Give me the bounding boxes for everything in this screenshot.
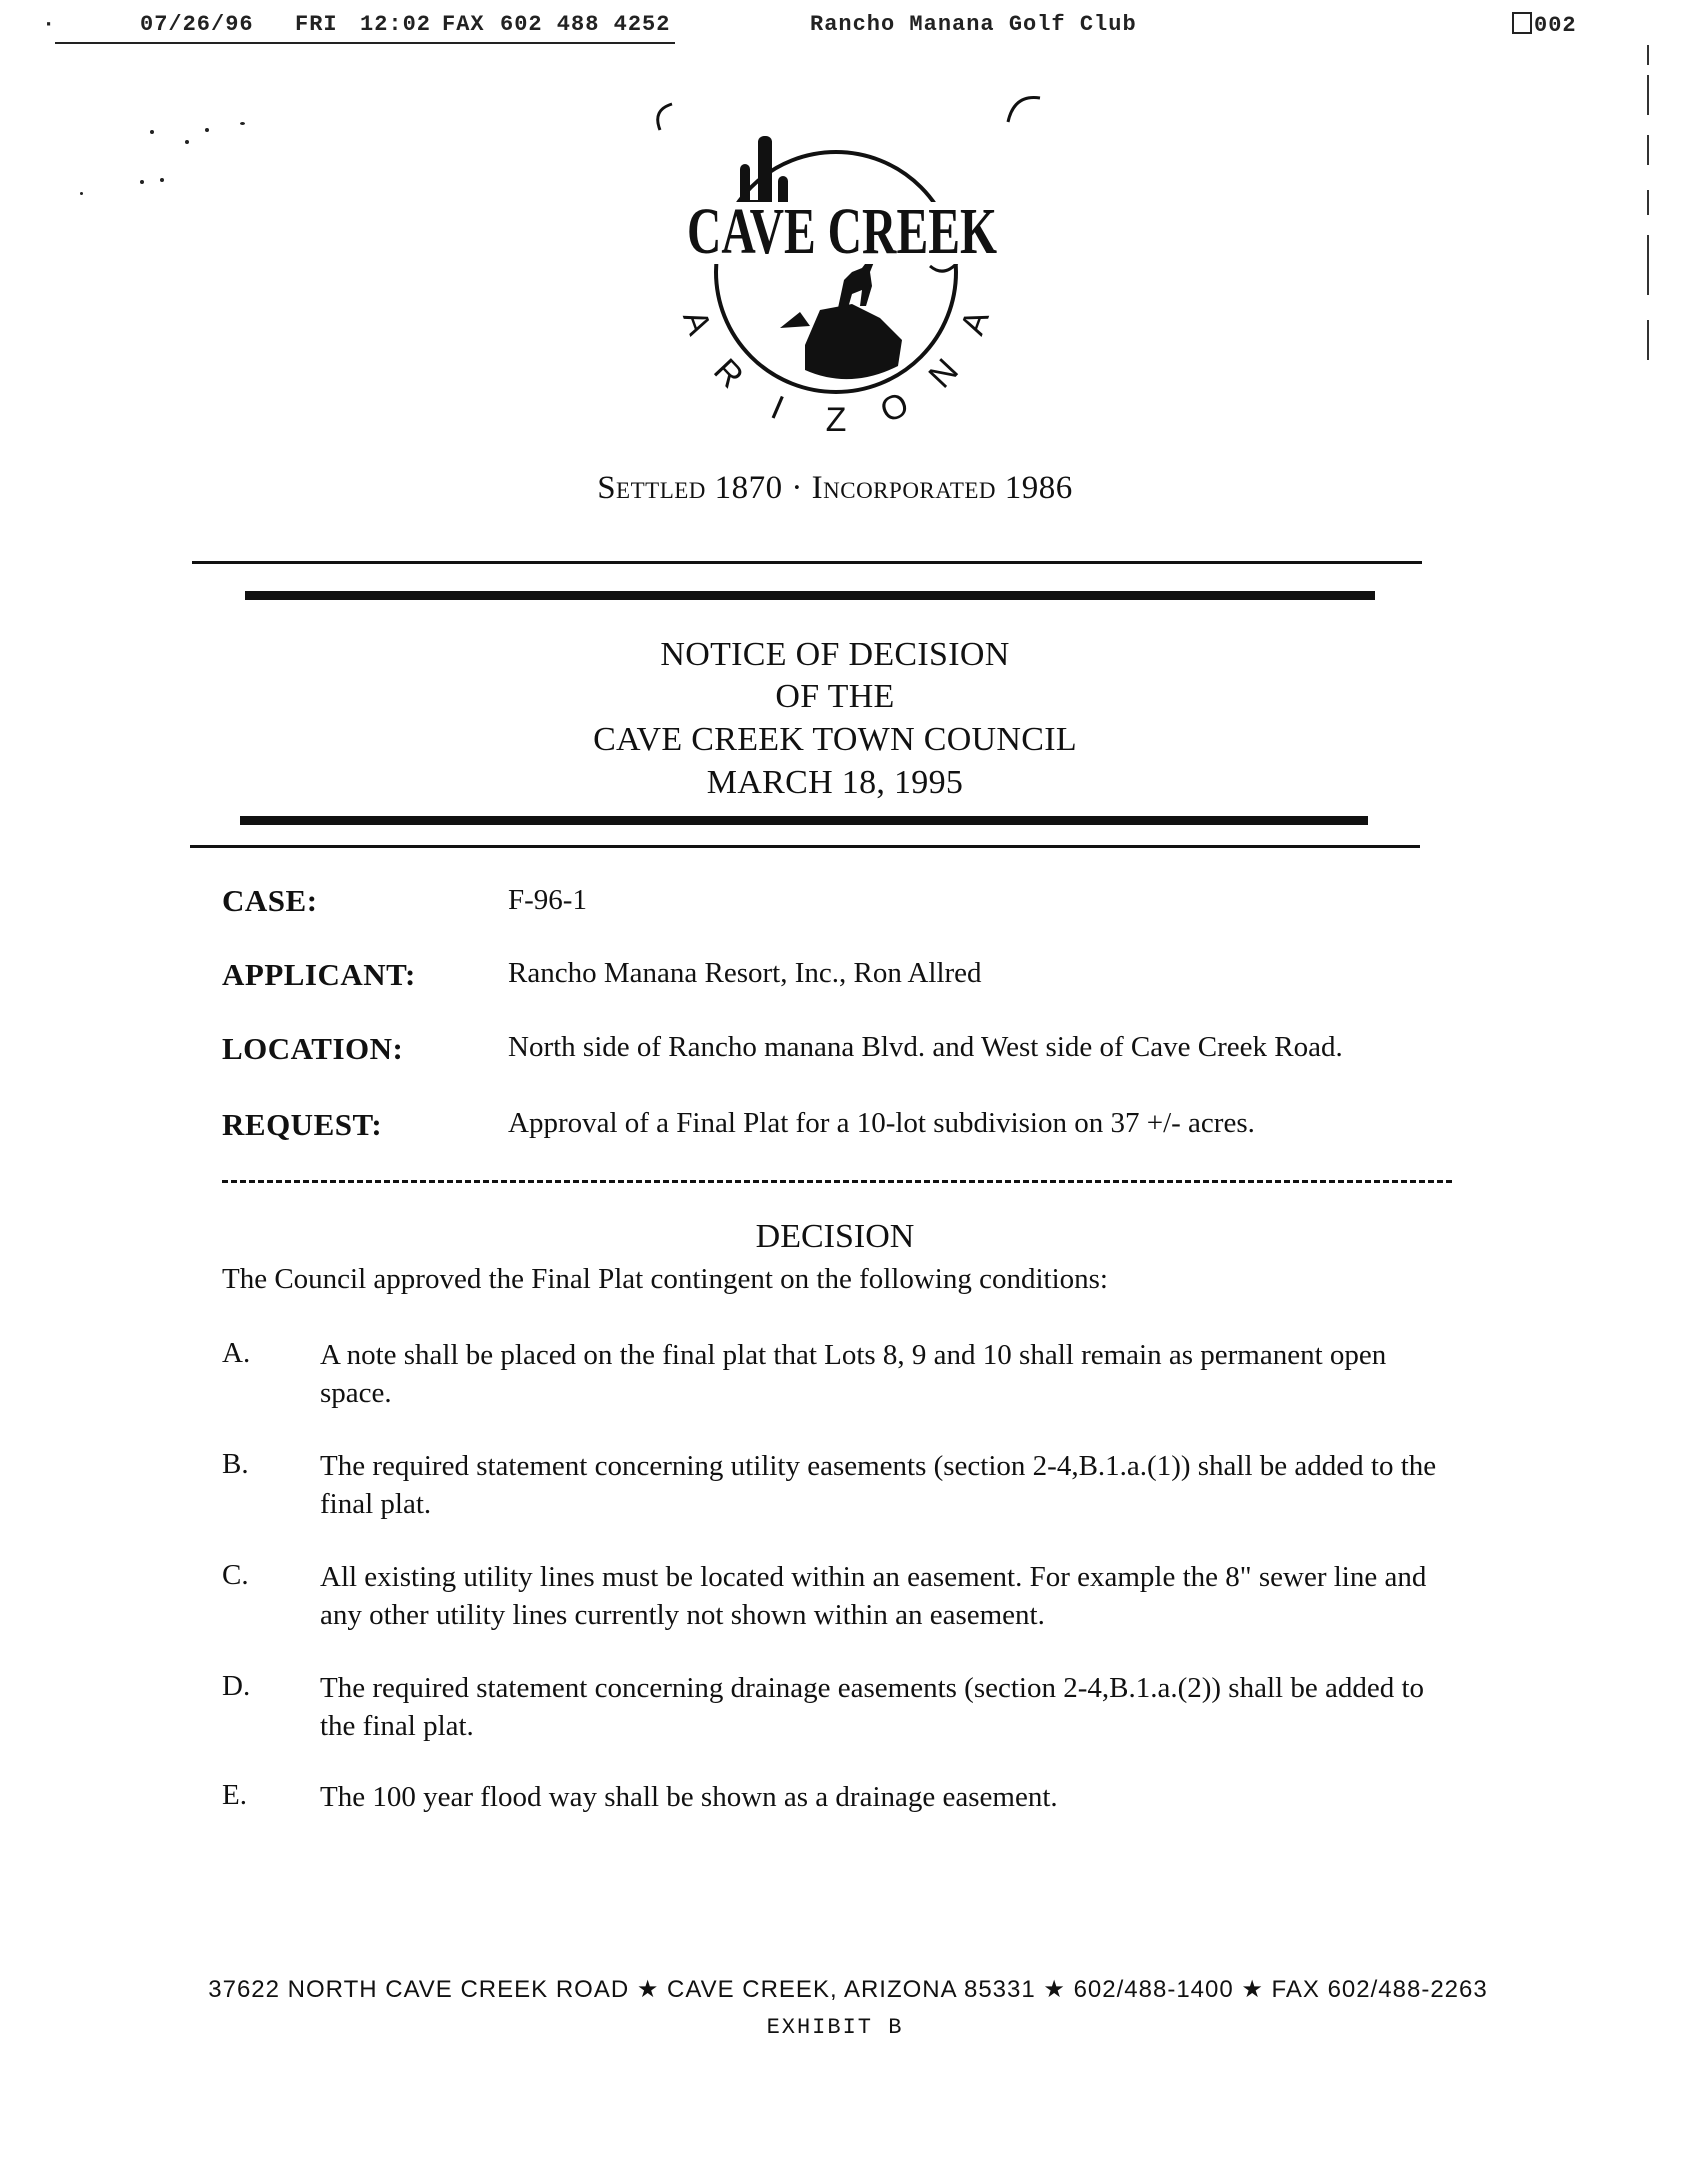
scan-speck <box>205 128 209 132</box>
fax-dot: · <box>42 12 57 37</box>
condition-letter: C. <box>222 1559 249 1591</box>
logo-state-letter: O <box>874 385 915 431</box>
scan-mark <box>1647 135 1649 165</box>
scan-mark <box>1647 235 1649 295</box>
scan-speck <box>150 130 154 134</box>
scan-speck <box>80 192 83 195</box>
request-label: REQUEST: <box>222 1107 383 1142</box>
request-value: Approval of a Final Plat for a 10-lot subdivision on 37 +/- acres. <box>508 1107 1255 1139</box>
scan-arc-left <box>658 104 672 130</box>
exhibit-label: EXHIBIT B <box>766 2015 904 2040</box>
applicant-label: APPLICANT: <box>222 957 416 992</box>
rock-icon <box>805 304 902 379</box>
logo-state-letter: R <box>706 351 751 396</box>
lower-thick-rule <box>240 816 1368 825</box>
fax-time: 12:02 <box>360 12 432 37</box>
scan-speck <box>140 180 144 184</box>
condition-letter: D. <box>222 1670 251 1702</box>
scan-speck <box>185 140 189 144</box>
fax-sender: Rancho Manana Golf Club <box>810 12 1137 37</box>
dashed-separator <box>222 1180 1452 1183</box>
scan-mark <box>1647 75 1649 115</box>
scan-speck <box>240 122 245 125</box>
fax-day: FRI <box>295 12 338 37</box>
fax-page-number: 002 <box>1534 13 1577 38</box>
title-line-4: MARCH 18, 1995 <box>706 764 964 801</box>
condition-text: The 100 year flood way shall be shown as a drainage easement. <box>320 1781 1058 1813</box>
upper-thick-rule <box>245 591 1375 600</box>
case-label: CASE: <box>222 883 318 918</box>
location-label: LOCATION: <box>222 1031 404 1066</box>
location-value: North side of Rancho manana Blvd. and West side of Cave Creek Road. <box>508 1031 1343 1063</box>
logo-state-letter: Z <box>825 400 847 439</box>
scan-mark <box>1647 45 1649 65</box>
fax-page-icon <box>1512 12 1532 34</box>
condition-letter: B. <box>222 1448 249 1480</box>
title-line-2: OF THE <box>775 678 895 715</box>
condition-letter: E. <box>222 1779 247 1811</box>
condition-text: The required statement concerning utility easements (section 2-4,B.1.a.(1)) shall be added to the final plat. <box>320 1450 1437 1520</box>
upper-thin-rule <box>192 561 1422 564</box>
condition-letter: A. <box>222 1337 251 1369</box>
logo-state-letter: A <box>953 305 997 340</box>
footer-address: 37622 NORTH CAVE CREEK ROAD ★ CAVE CREEK, ARIZONA 85331 ★ 602/488-1400 ★ FAX 602/488-2263 <box>208 1976 1488 2003</box>
fax-underline <box>55 42 675 44</box>
logo-town-name: CAVE CREEK <box>687 195 997 268</box>
logo-state-letter: N <box>921 351 966 396</box>
fax-number: 602 488 4252 <box>500 12 671 37</box>
condition-text: A note shall be placed on the final plat that Lots 8, 9 and 10 shall remain as permanent open space. <box>320 1339 1387 1409</box>
scan-mark <box>1647 320 1649 360</box>
title-line-1: NOTICE OF DECISION <box>660 636 1010 673</box>
condition-text: The required statement concerning drainage easements (section 2-4,B.1.a.(2)) shall be added to the final plat. <box>320 1672 1424 1742</box>
settled-incorporated-line: Settled 1870 · Incorporated 1986 <box>597 470 1073 506</box>
fax-label: FAX <box>442 12 485 37</box>
fax-page <box>1512 12 1577 38</box>
applicant-value: Rancho Manana Resort, Inc., Ron Allred <box>508 957 982 989</box>
fax-date: 07/26/96 <box>140 12 254 37</box>
condition-text: All existing utility lines must be located within an easement. For example the 8" sewer line and any other utility lines currently not shown within an easement. <box>320 1561 1427 1631</box>
logo-state-letter: I <box>765 388 790 428</box>
decision-heading: DECISION <box>755 1218 915 1255</box>
title-line-3: CAVE CREEK TOWN COUNCIL <box>593 721 1077 758</box>
scan-arc-right <box>1008 98 1040 123</box>
brush-icon <box>780 312 810 328</box>
scan-speck <box>160 178 164 182</box>
case-value: F-96-1 <box>508 884 587 916</box>
logo-state-letter: A <box>675 305 719 340</box>
lower-thin-rule <box>190 845 1420 848</box>
scan-mark <box>1647 190 1649 215</box>
cave-creek-logo <box>640 90 1060 470</box>
decision-intro: The Council approved the Final Plat contingent on the following conditions: <box>222 1263 1108 1295</box>
